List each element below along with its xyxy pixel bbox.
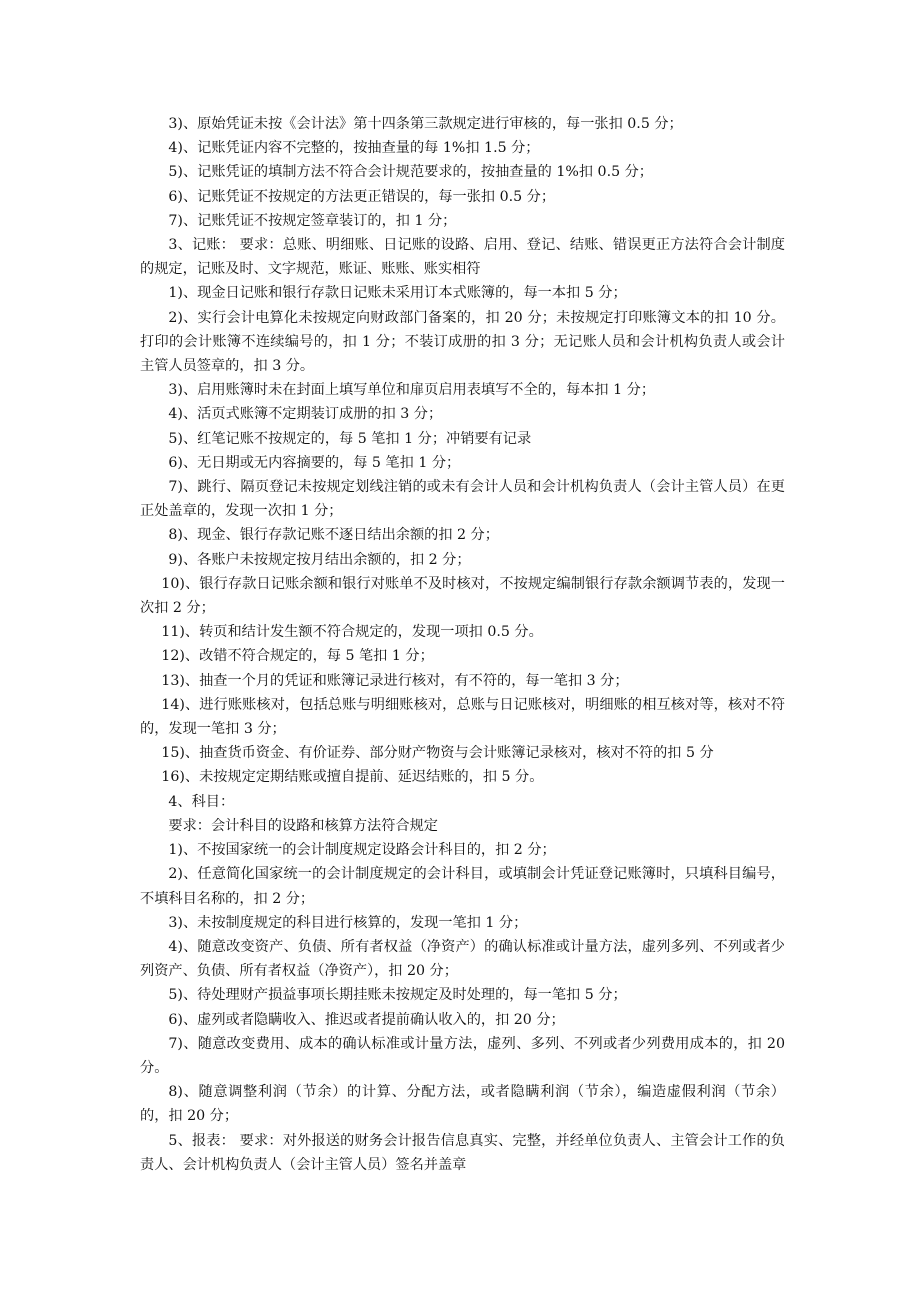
paragraph-1-account-setup: 1)、不按国家统一的会计制度规定设路会计科目的，扣 2 分； bbox=[168, 842, 556, 859]
paragraph-2-simplify-accounts: 2)、任意简化国家统一的会计制度规定的会计科目，或填制会计凭证登记账簿时，只填科目编号，不填科目名称的，扣 2 分； bbox=[140, 866, 785, 907]
paragraph-15-asset-check: 15)、抽查货币资金、有价证券、部分财产物资与会计账簿记录核对，核对不符的扣 5 分 bbox=[161, 745, 714, 762]
paragraph-1-cash-journal: 1)、现金日记账和银行存款日记账未采用订本式账簿的，每一本扣 5 分； bbox=[168, 285, 627, 302]
paragraph-6-no-date: 6)、无日期或无内容摘要的，每 5 笔扣 1 分； bbox=[168, 454, 461, 471]
section-3-bookkeeping: 3、记账： 要求：总账、明细账、日记账的设路、启用、登记、结账、错误更正方法符合会计制度的规定，记账及时、文字规范，账证、账账、账实相符 bbox=[140, 237, 785, 278]
document-body bbox=[140, 112, 785, 1177]
paragraph-3-account-method: 3)、未按制度规定的科目进行核算的，发现一笔扣 1 分； bbox=[168, 914, 528, 931]
paragraph-6-revenue: 6)、虚列或者隐瞒收入、推迟或者提前确认收入的，扣 20 分； bbox=[168, 1011, 565, 1028]
paragraph-4-recognition-change: 4)、随意改变资产、负债、所有者权益（净资产）的确认标准或计量方法，虚列多列、不列或者少列资产、负债、所有者权益（净资产），扣 20 分； bbox=[140, 938, 785, 980]
paragraph-7-voucher-binding: 7)、记账凭证不按规定签章装订的，扣 1 分； bbox=[168, 212, 457, 229]
paragraph-14-account-check: 14)、进行账账核对，包括总账与明细账核对，总账与日记账核对，明细账的相互核对等，核对不符的，发现一笔扣 3 分； bbox=[140, 696, 785, 738]
section-4-requirement: 要求：会计科目的设路和核算方法符合规定 bbox=[168, 817, 438, 834]
paragraph-13-monthly-check: 13)、抽查一个月的凭证和账簿记录进行核对，有不符的，每一笔扣 3 分； bbox=[161, 672, 629, 689]
paragraph-4-loose-leaf: 4)、活页式账簿不定期装订成册的扣 3 分； bbox=[168, 406, 443, 423]
paragraph-6-voucher-correction: 6)、记账凭证不按规定的方法更正错误的，每一张扣 0.5 分； bbox=[168, 188, 556, 205]
section-4-accounts: 4、科目： bbox=[168, 793, 235, 810]
paragraph-11-page-transfer: 11)、转页和结计发生额不符合规定的，发现一项扣 0.5 分。 bbox=[161, 624, 543, 641]
section-5-reports: 5、报表： 要求：对外报送的财务会计报告信息真实、完整，并经单位负责人、主管会计工作的负责人、会计机构负责人（会计主管人员）签名并盖章 bbox=[140, 1132, 785, 1173]
paragraph-5-red-pen: 5)、红笔记账不按规定的，每 5 笔扣 1 分；冲销要有记录 bbox=[168, 430, 532, 447]
paragraph-9-monthly-balance: 9)、各账户未按规定按月结出余额的，扣 2 分； bbox=[168, 551, 471, 568]
paragraph-8-profit: 8)、随意调整利润（节余）的计算、分配方法，或者隐瞒利润（节余），编造虚假利润（节余）的，扣 20 分； bbox=[140, 1084, 785, 1125]
paragraph-16-closing: 16)、未按规定定期结账或擅自提前、延迟结账的，扣 5 分。 bbox=[161, 769, 544, 786]
paragraph-8-daily-balance: 8)、现金、银行存款记账不逐日结出余额的扣 2 分； bbox=[168, 527, 499, 544]
paragraph-7-skip-line: 7)、跳行、隔页登记未按规定划线注销的或未有会计人员和会计机构负责人（会计主管人员）在更正处盖章的，发现一次扣 1 分； bbox=[140, 479, 785, 520]
paragraph-5-pending-loss: 5)、待处理财产损益事项长期挂账未按规定及时处理的，每一笔扣 5 分； bbox=[168, 987, 627, 1004]
paragraph-10-bank-reconciliation: 10)、银行存款日记账余额和银行对账单不及时核对，不按规定编制银行存款余额调节表的，发现一次扣 2 分； bbox=[140, 575, 785, 617]
paragraph-4-voucher-incomplete: 4)、记账凭证内容不完整的，按抽查量的每 1%扣 1.5 分； bbox=[168, 140, 540, 157]
paragraph-12-error-correction: 12)、改错不符合规定的，每 5 笔扣 1 分； bbox=[161, 648, 434, 665]
paragraph-7-costs: 7)、随意改变费用、成本的确认标准或计量方法，虚列、多列、不列或者少列费用成本的，扣 20 分。 bbox=[140, 1035, 785, 1076]
paragraph-2-computerized: 2)、实行会计电算化未按规定向财政部门备案的，扣 20 分；未按规定打印账簿文本的扣 10 分。 打印的会计账簿不连续编号的，扣 1 分；不装订成册的扣 3 分；无记账人员和会计机构负责人或会计主管人员签章的，扣 3 分。 bbox=[140, 309, 785, 375]
paragraph-3-original-voucher: 3)、原始凭证未按《会计法》第十四条第三款规定进行审核的，每一张扣 0.5 分； bbox=[168, 116, 683, 132]
paragraph-5-voucher-fill-method: 5)、记账凭证的填制方法不符合会计规范要求的，按抽查量的 1%扣 0.5 分； bbox=[168, 164, 653, 181]
paragraph-3-book-opening: 3)、启用账簿时未在封面上填写单位和扉页启用表填写不全的，每本扣 1 分； bbox=[168, 382, 656, 399]
